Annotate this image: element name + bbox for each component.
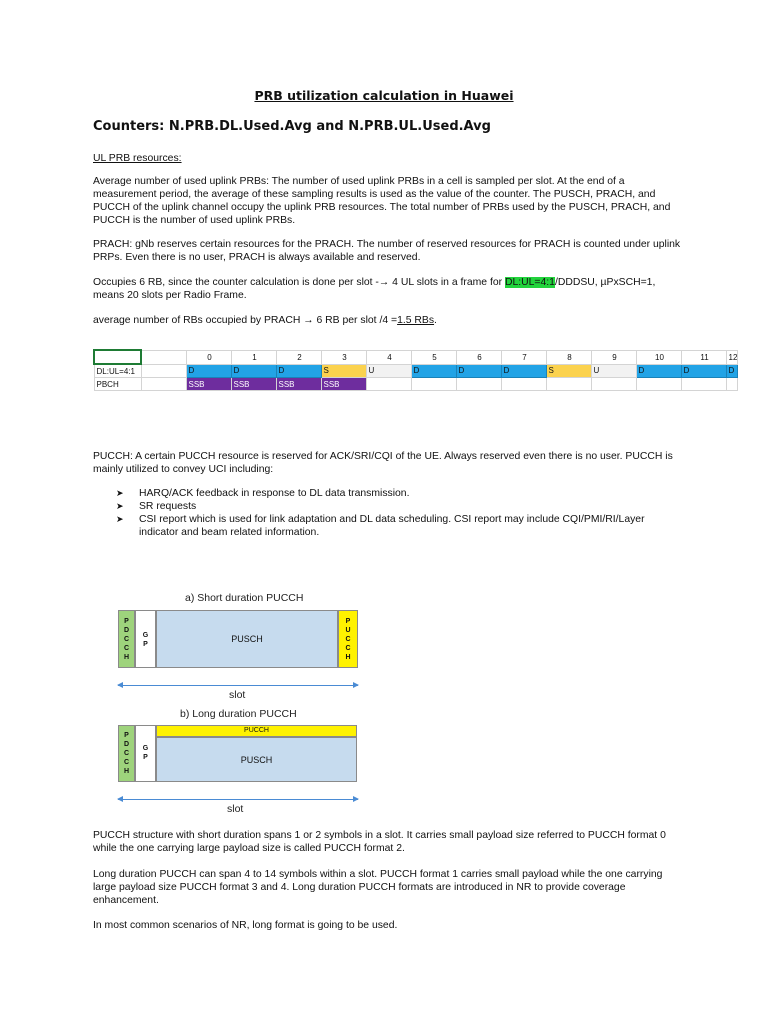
bullet-arrow-icon: ➤ xyxy=(116,488,124,498)
slot-number-cell: 12 xyxy=(726,350,738,364)
vertical-letter: U xyxy=(345,627,351,634)
pdcch-block xyxy=(118,725,135,782)
slot-label: slot xyxy=(227,803,244,815)
bullet-text: CSI report which is used for link adaptation and DL data scheduling. CSI report may include CQI/PMI/RI/Layer indicator and beam related information. xyxy=(139,514,645,538)
pbch-cell xyxy=(636,378,681,391)
text-span: . xyxy=(434,315,437,326)
pucch-short-block xyxy=(338,610,358,668)
slot-type-cell: U xyxy=(366,364,411,378)
paragraph-avg-uplink-prbs: Average number of used uplink PRBs: The number of used uplink PRBs in a cell is sampled per slot. At the end of a measurement period, the average of these sampling results is used as the value of the counter. The PUSCH, PRACH, and PUCCH of the uplink channel occupy the uplink PRB resources. The total number of PRBs used by the PUSCH, PRACH, and PUCCH is the number of used uplink PRBs. xyxy=(93,176,671,226)
grid-header-row xyxy=(94,350,738,364)
slot-type-cell: D xyxy=(681,364,726,378)
bullet-item xyxy=(116,500,676,513)
vertical-letter: P xyxy=(124,618,129,625)
grid-spacer-cell xyxy=(141,378,186,391)
pbch-cell xyxy=(681,378,726,391)
slot-number-cell: 9 xyxy=(591,350,636,364)
pbch-cell: SSB xyxy=(231,378,276,391)
slot-type-cell: D xyxy=(411,364,456,378)
slot-number-cell: 10 xyxy=(636,350,681,364)
slot-number-cell: 0 xyxy=(186,350,231,364)
pbch-cell xyxy=(546,378,591,391)
pbch-cell: SSB xyxy=(186,378,231,391)
slot-number-cell: 3 xyxy=(321,350,366,364)
vertical-letter: C xyxy=(123,645,130,652)
slot-type-cell: S xyxy=(321,364,366,378)
vertical-letter: G xyxy=(142,745,149,752)
paragraph-pucch: PUCCH: A certain PUCCH resource is reserved for ACK/SRI/CQI of the UE. Always reserved even there is no user. PUCCH is mainly utilized to convey UCI including: xyxy=(93,451,673,475)
slot-arrow xyxy=(118,799,358,800)
grid-pbch-row xyxy=(94,378,738,391)
vertical-letter: H xyxy=(345,654,351,661)
bullet-text: SR requests xyxy=(139,501,197,512)
paragraph-prach: PRACH: gNb reserves certain resources for the PRACH. The number of reserved resources for PRACH is counted under uplink PRPs. Even there is no user, PRACH is always available and reserved. xyxy=(93,239,681,263)
slot-type-cell: D xyxy=(726,364,738,378)
paragraph-common-scenarios: In most common scenarios of NR, long format is going to be used. xyxy=(93,920,398,931)
vertical-letter: C xyxy=(123,750,130,757)
ul-prb-heading: UL PRB resources: xyxy=(93,153,182,164)
vertical-letter: P xyxy=(124,732,129,739)
vertical-letter: G xyxy=(142,632,149,639)
grid-spacer-cell xyxy=(141,350,186,364)
pbch-cell xyxy=(411,378,456,391)
underlined-result: 1.5 RBs xyxy=(397,315,435,326)
grid-dlul-row xyxy=(94,364,738,378)
slot-type-cell: D xyxy=(501,364,546,378)
slot-number-cell: 7 xyxy=(501,350,546,364)
document-title: PRB utilization calculation in Huawei xyxy=(254,88,514,103)
uci-bullet-list xyxy=(116,487,676,539)
paragraph-avg-rbs-prach xyxy=(93,314,683,327)
vertical-letter: D xyxy=(123,627,130,634)
vertical-letter: P xyxy=(143,754,148,761)
pbch-cell: SSB xyxy=(276,378,321,391)
slot-number-cell: 5 xyxy=(411,350,456,364)
row-label: DL:UL=4:1 xyxy=(94,364,141,378)
long-duration-title: b) Long duration PUCCH xyxy=(180,708,297,720)
slot-number-cell: 1 xyxy=(231,350,276,364)
slot-number-cell: 6 xyxy=(456,350,501,364)
selected-cell[interactable] xyxy=(94,350,141,364)
pbch-cell: SSB xyxy=(321,378,366,391)
slot-type-cell: D xyxy=(186,364,231,378)
vertical-letter: C xyxy=(345,645,351,652)
vertical-letter: H xyxy=(123,768,130,775)
bullet-item xyxy=(116,513,676,539)
vertical-letter: C xyxy=(123,759,130,766)
slot-number-cell: 8 xyxy=(546,350,591,364)
bullet-arrow-icon: ➤ xyxy=(116,514,124,524)
gp-block xyxy=(135,610,156,668)
row-label: PBCH xyxy=(94,378,141,391)
slot-number-cell: 2 xyxy=(276,350,321,364)
paragraph-occupies-6rb xyxy=(93,276,683,302)
pbch-cell xyxy=(456,378,501,391)
slot-type-cell: D xyxy=(456,364,501,378)
slot-type-cell: D xyxy=(231,364,276,378)
slot-label: slot xyxy=(229,689,246,701)
vertical-letter: D xyxy=(123,741,130,748)
pbch-cell xyxy=(366,378,411,391)
bullet-text: HARQ/ACK feedback in response to DL data transmission. xyxy=(139,488,410,499)
bullet-item xyxy=(116,487,676,500)
bullet-arrow-icon: ➤ xyxy=(116,501,124,511)
slot-type-cell: D xyxy=(636,364,681,378)
pucch-long-bar: PUCCH xyxy=(156,725,357,737)
vertical-letter: C xyxy=(123,636,130,643)
paragraph-short-duration: PUCCH structure with short duration spans 1 or 2 symbols in a slot. It carries small payload size referred to PUCCH format 0 while the one carrying large payload size is called PUCCH format 2. xyxy=(93,830,666,854)
slot-arrow xyxy=(118,685,358,686)
highlighted-ratio: DL:UL=4:1 xyxy=(504,277,555,288)
gp-block xyxy=(135,725,156,782)
text-span: average number of RBs occupied by PRACH → 6 RB per slot /4 = xyxy=(93,315,398,326)
slot-number-cell: 4 xyxy=(366,350,411,364)
counters-heading: Counters: N.PRB.DL.Used.Avg and N.PRB.UL.Used.Avg xyxy=(93,119,491,134)
pusch-block: PUSCH xyxy=(156,737,357,782)
slot-allocation-grid xyxy=(93,349,738,391)
pdcch-block xyxy=(118,610,135,668)
slot-type-cell: D xyxy=(276,364,321,378)
text-span: /DDDSU, µPxSCH=1, means 20 slots per Radio Frame. xyxy=(93,277,656,301)
vertical-letter: C xyxy=(345,636,351,643)
pbch-cell xyxy=(591,378,636,391)
slot-number-cell: 11 xyxy=(681,350,726,364)
short-duration-title: a) Short duration PUCCH xyxy=(185,592,304,604)
text-span: Occupies 6 RB, since the counter calculation is done per slot -→ 4 UL slots in a frame for xyxy=(93,277,505,288)
vertical-letter: P xyxy=(143,641,148,648)
paragraph-long-duration: Long duration PUCCH can span 4 to 14 symbols within a slot. PUCCH format 1 carries small payload while the one carrying large payload size PUCCH format 3 and 4. Long duration PUCCH formats are introduced in NR to provide coverage enhancement. xyxy=(93,869,663,906)
vertical-letter: P xyxy=(345,618,351,625)
slot-type-cell: U xyxy=(591,364,636,378)
pusch-block: PUSCH xyxy=(156,610,338,668)
grid-spacer-cell xyxy=(141,364,186,378)
slot-type-cell: S xyxy=(546,364,591,378)
pbch-cell xyxy=(726,378,738,391)
pbch-cell xyxy=(501,378,546,391)
vertical-letter: H xyxy=(123,654,130,661)
